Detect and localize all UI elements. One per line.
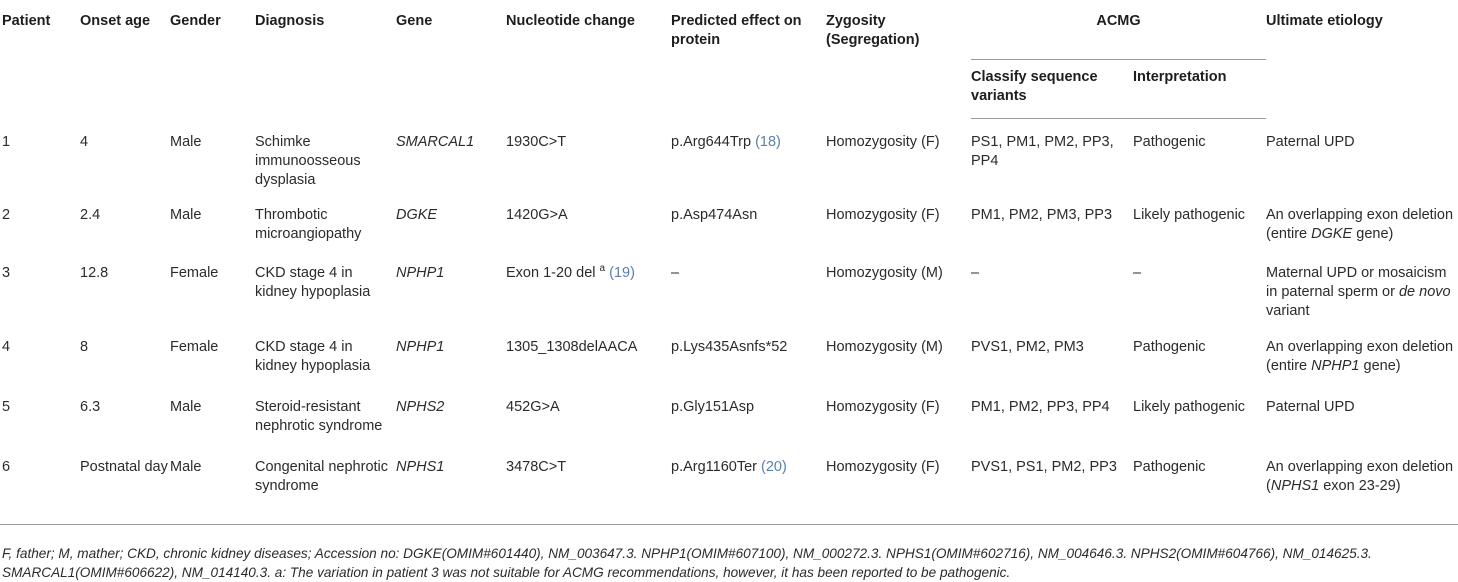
etiology-text: An overlapping exon deletion (entire bbox=[1266, 206, 1454, 242]
col-interpretation: Interpretation bbox=[1133, 60, 1266, 119]
cell-interpretation: Pathogenic bbox=[1133, 134, 1206, 150]
cell-classify: PM1, PM2, PM3, PP3 bbox=[971, 206, 1113, 223]
col-diagnosis: Diagnosis bbox=[255, 13, 325, 29]
cell-onset: 2.4 bbox=[80, 206, 101, 223]
cell-diagnosis: CKD stage 4 in kidney hypoplasia bbox=[255, 264, 371, 300]
cell-onset: 12.8 bbox=[80, 264, 109, 281]
nucleotide-text: Exon 1-20 del bbox=[506, 264, 596, 281]
table-row bbox=[0, 326, 1458, 394]
cell-classify: – bbox=[971, 264, 980, 281]
cell-onset: 4 bbox=[80, 133, 89, 150]
effect-text: p.Arg1160Ter bbox=[671, 458, 757, 475]
cell-effect: p.Gly151Asp bbox=[671, 398, 755, 415]
etiology-text: An overlapping exon deletion ( bbox=[1266, 458, 1454, 494]
col-onset-age: Onset age bbox=[80, 13, 151, 29]
cell-effect bbox=[671, 119, 826, 192]
col-predicted-effect: Predicted effect on protein bbox=[671, 13, 802, 48]
table-row bbox=[0, 119, 1458, 192]
table-row bbox=[0, 394, 1458, 454]
etiology-text: An overlapping exon deletion (entire bbox=[1266, 338, 1454, 374]
reference-link[interactable]: (18) bbox=[755, 133, 781, 150]
reference-link[interactable]: (20) bbox=[761, 458, 787, 475]
etiology-text-end: gene) bbox=[1359, 357, 1401, 374]
cell-nucleotide: 3478C>T bbox=[506, 454, 671, 525]
etiology-text-end: exon 23-29) bbox=[1319, 477, 1401, 494]
cell-gender: Female bbox=[170, 264, 219, 281]
table-row bbox=[0, 454, 1458, 525]
cell-nucleotide: 452G>A bbox=[506, 398, 560, 415]
etiology-italic: de novo bbox=[1398, 283, 1451, 300]
col-acmg: ACMG bbox=[971, 0, 1266, 60]
etiology-text-end: gene) bbox=[1352, 225, 1394, 242]
cell-onset: 6.3 bbox=[80, 398, 101, 415]
cell-zygosity: Homozygosity (F) bbox=[826, 454, 971, 525]
cell-effect: – bbox=[671, 264, 680, 281]
cell-diagnosis: CKD stage 4 in kidney hypoplasia bbox=[255, 338, 371, 374]
cell-diagnosis: Steroid-resistant nephrotic syndrome bbox=[255, 398, 383, 434]
cell-effect: p.Lys435Asnfs*52 bbox=[671, 338, 788, 355]
cell-gene: NPHP1 bbox=[396, 338, 445, 355]
cell-patient: 4 bbox=[2, 338, 11, 355]
etiology-gene: DGKE bbox=[1311, 225, 1353, 242]
cell-gender: Male bbox=[170, 206, 202, 223]
cell-gene: NPHP1 bbox=[396, 264, 445, 281]
cell-gene: NPHS1 bbox=[396, 454, 506, 525]
cell-nucleotide: 1930C>T bbox=[506, 133, 567, 150]
cell-patient: 3 bbox=[2, 264, 11, 281]
cell-zygosity: Homozygosity (M) bbox=[826, 338, 943, 355]
etiology-gene: NPHS1 bbox=[1270, 477, 1320, 494]
cell-gene: DGKE bbox=[396, 206, 438, 223]
cell-nucleotide bbox=[506, 260, 671, 326]
cell-onset: Postnatal day bbox=[80, 454, 170, 525]
cell-interpretation: Likely pathogenic bbox=[1133, 398, 1246, 415]
cell-zygosity: Homozygosity (F) bbox=[826, 206, 940, 223]
cell-interpretation: Likely pathogenic bbox=[1133, 206, 1246, 223]
col-zygosity: Zygosity (Segregation) bbox=[826, 13, 920, 48]
etiology-gene: NPHP1 bbox=[1311, 357, 1360, 374]
cell-etiology: Paternal UPD bbox=[1266, 133, 1355, 150]
cell-effect: p.Asp474Asn bbox=[671, 206, 758, 223]
col-gender: Gender bbox=[170, 13, 221, 29]
footnote-marker: a bbox=[599, 262, 606, 274]
cell-etiology: Paternal UPD bbox=[1266, 398, 1355, 415]
cell-gene: SMARCAL1 bbox=[396, 133, 475, 150]
cell-classify: PS1, PM1, PM2, PP3, PP4 bbox=[971, 134, 1114, 169]
cell-onset: 8 bbox=[80, 338, 89, 355]
cell-effect bbox=[671, 454, 826, 525]
cell-patient: 5 bbox=[2, 398, 11, 415]
cell-diagnosis: Schimke immunoosseous dysplasia bbox=[255, 133, 361, 188]
header-row bbox=[0, 0, 1458, 60]
col-gene: Gene bbox=[396, 13, 433, 29]
etiology-text-end: variant bbox=[1266, 302, 1310, 319]
cell-interpretation: Pathogenic bbox=[1133, 454, 1266, 525]
col-classify-variants: Classify sequence variants bbox=[971, 60, 1133, 119]
cell-gene: NPHS2 bbox=[396, 398, 445, 415]
cell-gender: Male bbox=[170, 133, 202, 150]
cell-patient: 2 bbox=[2, 206, 11, 223]
cell-diagnosis: Congenital nephrotic syndrome bbox=[255, 454, 396, 525]
cell-gender: Male bbox=[170, 454, 255, 525]
table-row bbox=[0, 192, 1458, 260]
cell-classify: PVS1, PM2, PM3 bbox=[971, 338, 1084, 355]
cell-zygosity: Homozygosity (M) bbox=[826, 264, 943, 281]
cell-zygosity: Homozygosity (F) bbox=[826, 133, 940, 150]
cell-classify: PVS1, PS1, PM2, PP3 bbox=[971, 454, 1133, 525]
cell-etiology bbox=[1266, 260, 1458, 326]
col-ultimate-etiology: Ultimate etiology bbox=[1266, 13, 1383, 29]
cell-etiology bbox=[1266, 326, 1458, 394]
cell-etiology bbox=[1266, 192, 1458, 260]
effect-text: p.Arg644Trp bbox=[671, 133, 752, 150]
cell-gender: Male bbox=[170, 398, 202, 415]
cell-patient: 6 bbox=[0, 454, 80, 525]
cell-nucleotide: 1305_1308delAACA bbox=[506, 338, 638, 355]
col-nucleotide-change: Nucleotide change bbox=[506, 13, 635, 29]
cell-diagnosis: Thrombotic microangiopathy bbox=[255, 206, 362, 242]
table-footnote: F, father; M, mather; CKD, chronic kidney diseases; Accession no: DGKE(OMIM#601440), NM_003647.3. NPHP1(OMIM#607100), NM_000272.3. NPHS1(OMIM#602716), NM_004646.3. NPHS2(OMIM#604766), NM_014625.3. SMARCAL1(OMIM#606622), NM_014140.3. a: The variation in patient 3 was not suitable for ACMG recommendations, however, it has been reported to be pathogenic. bbox=[2, 546, 1372, 580]
cell-patient: 1 bbox=[2, 133, 11, 150]
cell-classify: PM1, PM2, PP3, PP4 bbox=[971, 398, 1110, 415]
reference-link[interactable]: (19) bbox=[609, 264, 635, 281]
col-patient: Patient bbox=[2, 13, 51, 29]
cell-gender: Female bbox=[170, 338, 219, 355]
cell-interpretation: – bbox=[1133, 264, 1142, 281]
cell-etiology bbox=[1266, 454, 1458, 525]
table-row bbox=[0, 260, 1458, 326]
cell-interpretation: Pathogenic bbox=[1133, 338, 1206, 355]
cell-nucleotide: 1420G>A bbox=[506, 206, 568, 223]
cell-zygosity: Homozygosity (F) bbox=[826, 398, 940, 415]
etiology-text: Maternal UPD or mosaicism in paternal sperm or bbox=[1266, 264, 1447, 300]
